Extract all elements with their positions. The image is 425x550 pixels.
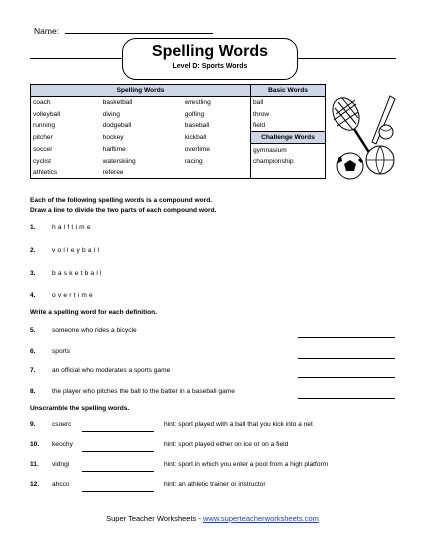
word-cell: athletics xyxy=(31,167,101,179)
word-cell: halftime xyxy=(102,146,126,154)
unscramble-instructions: Unscramble the spelling words. xyxy=(30,405,130,412)
challenge-word-empty xyxy=(251,167,326,179)
word-cell: referee xyxy=(101,167,183,179)
answer-line[interactable] xyxy=(298,352,395,359)
unscramble-hint: hint: sport in which you enter a pool from a high platform xyxy=(164,461,329,468)
unscramble-item: 11. vidngi xyxy=(30,461,70,468)
unscramble-item: 9. csoerc xyxy=(30,421,72,428)
word-cell: baseball xyxy=(183,120,251,132)
unscramble-item: 10. keochy xyxy=(30,441,73,448)
word-cell: soccer xyxy=(31,144,101,156)
word-cell: cyclist xyxy=(31,156,101,167)
answer-line[interactable] xyxy=(298,371,395,378)
answer-line[interactable] xyxy=(82,445,154,452)
answer-line[interactable] xyxy=(298,392,395,399)
tennis-racket-icon xyxy=(328,94,370,154)
unscramble-hint: hint: an athletic trainer or instructor xyxy=(164,481,266,488)
spelling-words-header: Spelling Words xyxy=(31,85,251,97)
compound-item: 4. overtime xyxy=(30,292,95,299)
word-cell: running xyxy=(31,120,101,132)
compound-word[interactable]: overtime xyxy=(52,292,95,299)
word-table xyxy=(30,84,326,179)
basic-words-header: Basic Words xyxy=(251,85,326,97)
word-cell: coach xyxy=(31,97,101,109)
compound-word[interactable]: halftime xyxy=(52,224,93,231)
answer-line[interactable] xyxy=(82,465,154,472)
compound-item: 1. halftime xyxy=(30,224,93,231)
name-field[interactable] xyxy=(65,26,213,34)
word-cell: golfing xyxy=(183,109,251,120)
word-cell: waterskiing xyxy=(102,157,136,165)
unscramble-hint: hint: sport played either on ice or on a field xyxy=(164,441,289,448)
title-box xyxy=(122,38,298,80)
word-cell: hockey xyxy=(102,134,124,142)
sports-equipment-illustration xyxy=(328,92,400,188)
basic-word: field xyxy=(251,120,326,132)
definition-item: 6. sports xyxy=(30,348,70,355)
compound-instructions-2: Draw a line to divide the two parts of each compound word. xyxy=(30,207,217,214)
page-title: Spelling Words xyxy=(151,43,269,60)
page-subtitle: Level D: Sports Words xyxy=(172,63,248,70)
challenge-word: championship xyxy=(251,156,326,167)
definition-item: 7. an official who moderates a sports game xyxy=(30,367,171,374)
answer-line[interactable] xyxy=(298,331,395,338)
word-cell: kickball xyxy=(183,132,251,144)
challenge-words-header: Challenge Words xyxy=(251,132,326,144)
word-cell: pitcher xyxy=(31,132,101,144)
compound-item: 2. volleyball xyxy=(30,247,102,254)
answer-line[interactable] xyxy=(82,485,154,492)
footer xyxy=(0,514,425,523)
answer-line[interactable] xyxy=(82,425,154,432)
compound-item: 3. basketball xyxy=(30,270,104,277)
word-cell xyxy=(183,167,251,179)
footer-link[interactable]: www.superteacherworksheets.com xyxy=(202,514,319,523)
definition-item: 5. someone who rides a bicycle xyxy=(30,327,137,334)
compound-word[interactable]: basketball xyxy=(52,270,104,277)
basic-word: ball xyxy=(251,97,326,109)
compound-instructions-1: Each of the following spelling words is a compound word. xyxy=(30,197,213,204)
basketball-icon xyxy=(366,146,394,174)
compound-word[interactable]: volleyball xyxy=(52,247,102,254)
soccer-ball-icon xyxy=(337,153,363,179)
word-cell: volleyball xyxy=(31,109,101,120)
unscramble-item: 12. ahcco xyxy=(30,481,70,488)
name-label: Name: xyxy=(34,26,60,36)
definition-item: 8. the player who pitches the ball to the batter in a baseball game xyxy=(30,388,235,395)
word-cell: wrestling xyxy=(183,97,251,109)
word-cell: basketball xyxy=(102,99,133,107)
word-cell: dodgeball xyxy=(102,122,132,130)
word-cell: racing xyxy=(183,156,251,167)
footer-text: Super Teacher Worksheets - xyxy=(106,514,203,523)
tennis-ball-icon xyxy=(379,125,393,139)
unscramble-hint: hint: sport played with a ball that you kick into a net xyxy=(164,421,313,428)
basic-word: throw xyxy=(251,109,326,120)
name-row xyxy=(34,26,213,36)
challenge-word: gymnasium xyxy=(251,144,326,156)
word-cell: diving xyxy=(102,110,120,118)
definitions-instructions: Write a spelling word for each definition. xyxy=(30,309,158,316)
word-cell: overtime xyxy=(183,144,251,156)
